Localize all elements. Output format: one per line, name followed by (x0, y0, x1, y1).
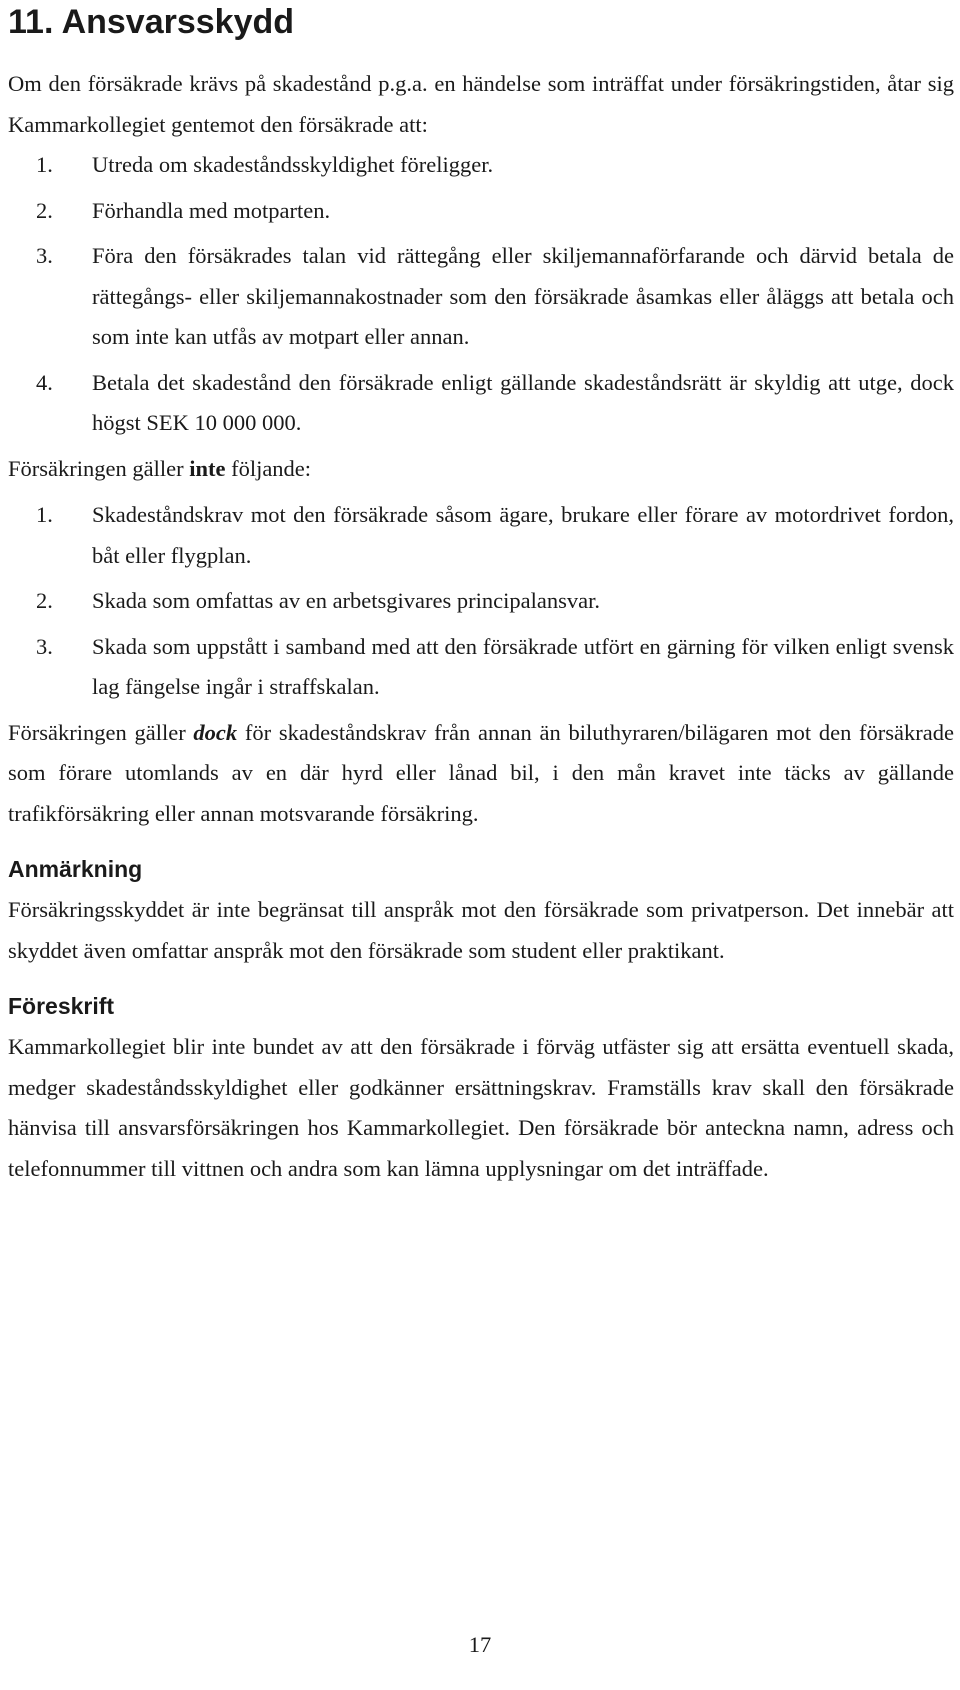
list-item (8, 191, 954, 232)
list-item-text: Skada som omfattas av en arbetsgivares principalansvar. (92, 588, 600, 613)
list-item-text: Föra den försäkrades talan vid rättegång eller skiljemannaförfarande och därvid betala de rättegångs- eller skiljemannakostnader som den försäkrade åsamkas eller åläggs att betala och som inte kan utfås av motpart eller annan. (92, 243, 954, 349)
exclusions-heading-after: följande: (225, 455, 312, 481)
obligations-list (8, 145, 954, 444)
list-item-number: 2. (36, 197, 53, 223)
list-item (8, 363, 954, 444)
list-item (8, 627, 954, 708)
exclusions-heading-before: Försäkringen gäller (8, 455, 190, 481)
dock-paragraph-before: Försäkringen gäller (8, 719, 194, 745)
list-item-number: 3. (36, 633, 53, 659)
list-item-text: Utreda om skadeståndsskyldighet föreligger. (92, 152, 494, 177)
regulation-heading: Föreskrift (8, 993, 115, 1019)
list-item-text: Skadeståndskrav mot den försäkrade såsom ägare, brukare eller förare av motordrivet fordon, båt eller flygplan. (92, 502, 954, 568)
list-item-number: 1. (36, 152, 53, 177)
list-item-number: 2. (36, 588, 53, 613)
list-item (8, 145, 954, 186)
list-item-text: Skada som uppstått i samband med att den försäkrade utfört en gärning för vilken enligt svensk lag fängelse ingår i straffskalan. (92, 633, 954, 699)
list-item-number: 3. (36, 243, 53, 268)
dock-paragraph-emphasis: dock (193, 719, 238, 745)
dock-paragraph (8, 713, 954, 835)
exclusions-heading-emphasis: inte (189, 455, 226, 481)
intro-paragraph: Om den försäkrade krävs på skadestånd p.g.a. en händelse som inträffat under försäkringstiden, åtar sig Kammarkollegiet gentemot den försäkrade att: (8, 71, 954, 137)
document-page (8, 0, 954, 1189)
dock-paragraph-after: för skadeståndskrav från annan än biluthyraren/bilägaren mot den försäkrade som förare utomlands av en där hyrd eller lånad bil, i den mån kravet inte täcks av gällande trafikförsäkring eller annan motsvarande försäkring. (8, 719, 954, 826)
section-title: 11. Ansvarsskydd (8, 3, 295, 41)
list-item-text: Betala det skadestånd den försäkrade enligt gällande skadeståndsrätt är skyldig att utge, dock högst SEK 10 000 000. (92, 369, 954, 435)
exclusions-heading (8, 449, 954, 490)
remark-paragraph: Försäkringsskyddet är inte begränsat till anspråk mot den försäkrade som privatperson. Det innebär att skyddet även omfattar anspråk mot den försäkrade som student eller praktikant. (8, 897, 954, 963)
exclusions-list (8, 495, 954, 708)
list-item (8, 495, 954, 576)
page-number: 17 (468, 1632, 492, 1657)
remark-heading: Anmärkning (8, 856, 143, 882)
list-item-number: 4. (36, 369, 53, 395)
list-item (8, 236, 954, 358)
list-item-text: Förhandla med motparten. (92, 197, 331, 223)
list-item (8, 581, 954, 622)
regulation-paragraph: Kammarkollegiet blir inte bundet av att den försäkrade i förväg utfäster sig att ersätta eventuell skada, medger skadeståndsskyldighet eller godkänner ersättningskrav. Framställs krav skall den försäkrade hänvisa till ansvarsförsäkringen hos Kammarkollegiet. Den försäkrade bör anteckna namn, adress och telefonnummer till vittnen och andra som kan lämna upplysningar om det inträffade. (8, 1034, 954, 1181)
list-item-number: 1. (36, 502, 53, 527)
